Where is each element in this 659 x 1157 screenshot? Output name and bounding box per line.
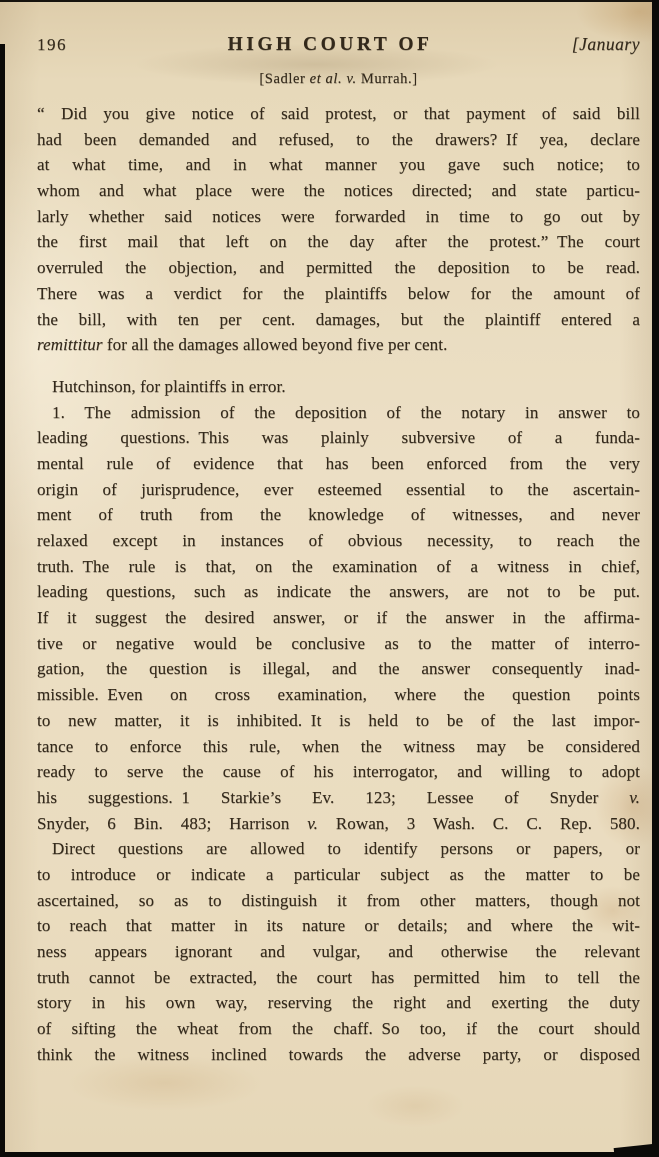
text-line: “ Did you give notice of said protest, or that payment of said bill — [37, 104, 640, 123]
scan-edge-top — [0, 0, 659, 2]
text-line: whom and what place were the notices directed; and state particu- — [37, 181, 640, 201]
text-line: of sifting the wheat from the chaff. So too, if the court should — [37, 1019, 640, 1039]
text-line: origin of jurisprudence, ever esteemed essential to the ascertain- — [37, 479, 640, 499]
case-caption — [37, 71, 640, 88]
text-line: gation, the question is illegal, and the answer consequently inad- — [37, 659, 640, 679]
text-line: ment of truth from the knowledge of witnesses, and never — [37, 505, 640, 525]
page-number: 196 — [37, 35, 67, 54]
text-line: remittitur for all the damages allowed beyond five per cent. — [37, 335, 448, 355]
text-line: Direct questions are allowed to identify persons or papers, or — [52, 839, 640, 859]
text-line: the bill, with ten per cent. damages, but the plaintiff entered a — [37, 309, 640, 329]
text-line: tance to enforce this rule, when the witness may be considered — [37, 736, 640, 756]
scan-edge-corner — [614, 1144, 655, 1157]
text-line: ascertained, so as to distinguish it from other matters, though not — [37, 890, 640, 910]
page-content — [37, 34, 640, 1067]
running-header — [37, 34, 640, 56]
text-line: ready to serve the cause of his interrogator, and willing to adopt — [37, 762, 640, 782]
text-line: 1. The admission of the deposition of the notary in answer to — [52, 402, 640, 422]
text-line: mental rule of evidence that has been enforced from the very — [37, 453, 640, 473]
text-line: at what time, and in what manner you gave such notice; to — [37, 155, 640, 175]
argument-point-1 — [37, 400, 640, 837]
text-line: to new matter, it is inhibited. It is held to be of the last impor- — [37, 710, 640, 730]
text-line: leading questions. This was plainly subversive of a funda- — [37, 428, 640, 448]
term-date-header: [January — [571, 34, 640, 54]
text-line: If it suggest the desired answer, or if the answer in the affirma- — [37, 608, 640, 628]
text-line: his suggestions. 1 Starkie’s Ev. 123; Lessee of Snyder v. — [37, 787, 640, 807]
scan-edge-right — [652, 0, 659, 1152]
text-line: to introduce or indicate a particular subject as the matter to be — [37, 864, 640, 884]
running-title: HIGH COURT OF — [227, 34, 433, 55]
text-line: ness appears ignorant and vulgar, and otherwise the relevant — [37, 942, 640, 961]
text-line: leading questions, such as indicate the answers, are not to be put. — [37, 582, 640, 602]
argument-direct-questions — [37, 836, 640, 1067]
text-line: overruled the objection, and permitted the deposition to be read. — [37, 258, 640, 278]
page-body — [37, 101, 640, 1067]
text-line: missible. Even on cross examination, where the question points — [37, 685, 640, 705]
text-line: larly whether said notices were forwarded in time to go out by — [37, 206, 640, 226]
text-line: Hutchinson, for plaintiffs in error. — [52, 376, 286, 396]
attorney-appearance — [37, 374, 640, 400]
scan-edge-left — [0, 44, 5, 1152]
text-line: the first mail that left on the day after the protest.” The court — [37, 232, 640, 252]
text-line: think the witness inclined towards the adverse party, or disposed — [37, 1044, 640, 1064]
text-line: tive or negative would be conclusive as to the matter of interro- — [37, 633, 640, 653]
text-line: had been demanded and refused, to the drawers? If yea, declare — [37, 129, 640, 149]
text-line: relaxed except in instances of obvious necessity, to reach the — [37, 531, 640, 550]
text-line: truth cannot be extracted, the court has permitted him to tell the — [37, 967, 640, 987]
text-line: There was a verdict for the plaintiffs below for the amount of — [37, 283, 640, 303]
quoted-interrogatory-paragraph — [37, 101, 640, 358]
text-line: to reach that matter in its nature or details; and where the wit- — [37, 916, 640, 936]
text-line: story in his own way, reserving the right and exerting the duty — [37, 993, 640, 1013]
text-line: Snyder, 6 Bin. 483; Harrison v. Rowan, 3 Wash. C. C. Rep. 580. — [37, 813, 640, 833]
text-line: truth. The rule is that, on the examination of a witness in chief, — [37, 556, 640, 576]
case-caption-text: [Sadler et al. v. Murrah.] — [259, 71, 418, 87]
